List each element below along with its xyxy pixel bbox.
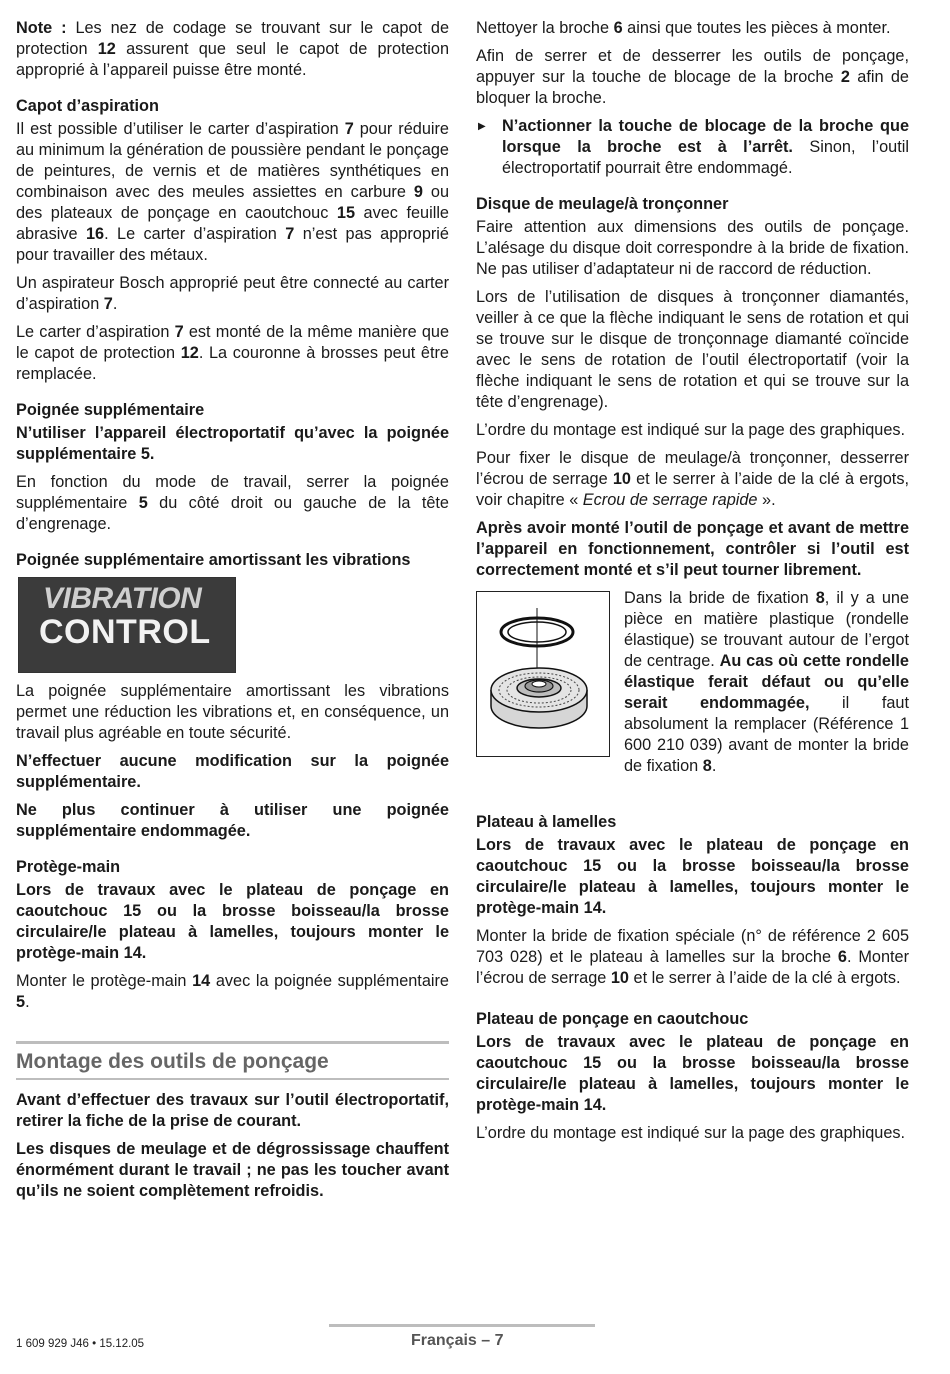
bride-figure-block: [476, 588, 909, 784]
note-paragraph: [16, 18, 449, 81]
heading-lamelles: Plateau à lamelles: [476, 813, 617, 831]
text: . Monter l’écrou de serrage: [476, 948, 909, 987]
heading-caoutchouc: Plateau de ponçage en caoutchouc: [476, 1010, 749, 1028]
note-label: Note :: [16, 19, 67, 37]
ref-number: 15: [336, 204, 356, 222]
caoutchouc-paragraph: L’ordre du montage est indiqué sur la page des graphiques.: [476, 1124, 906, 1142]
ref-number: 5: [16, 993, 26, 1011]
ref-number: 5: [138, 494, 148, 512]
text: ainsi que toutes les pièces à monter.: [622, 19, 891, 37]
right-column: [476, 18, 909, 1151]
disque-paragraph-1: Faire attention aux dimensions des outils de ponçage. L’alésage du disque doit correspondre à la bride de fixation. Ne pas utiliser d’adaptateur ni de raccord de réduction.: [476, 218, 909, 278]
left-column: [16, 18, 449, 1209]
text: afin de bloquer la broche.: [476, 68, 909, 107]
nettoyer-paragraph: [476, 18, 909, 39]
text: du côté droit ou gauche de la tête d’engrenage.: [16, 494, 449, 533]
apres-warning: Après avoir monté l’outil de ponçage et avant de mettre l’appareil en fonctionnement, contrôler si l’outil est correctement monté et s’il peut tourner librement.: [476, 519, 909, 579]
ref-number: 6: [837, 948, 847, 966]
ref-number: 7: [103, 295, 113, 313]
ref-number: 12: [97, 40, 116, 58]
text: , il y a une pièce en matière plastique (rondelle élastique) se trouvant autour de l’ergot de centrage.: [624, 589, 909, 670]
text: et le serrer à l’aide de la clé à ergots, voir chapitre «: [476, 470, 909, 509]
ref-number: 14: [192, 972, 211, 990]
section-title: Montage des outils de ponçage: [16, 1041, 449, 1080]
capot-paragraph: [16, 119, 449, 266]
document-id: 1 609 929 J46 • 15.12.05: [16, 1338, 145, 1350]
bullet-bold-text: N’actionner la touche de blocage de la broche que lorsque la broche est à l’arrêt.: [502, 117, 909, 156]
text: Nettoyer la broche: [476, 19, 614, 37]
text: .: [711, 757, 717, 775]
text: . La couronne à brosses peut être remplacée.: [16, 344, 449, 383]
washer-drawing: [477, 592, 609, 756]
ref-number: 10: [612, 470, 631, 488]
text: est monté de la même manière que le capot de protection: [16, 323, 449, 362]
ref-number: 7: [344, 120, 354, 138]
page-label: Français – 7: [411, 1332, 504, 1349]
ref-number: 8: [815, 589, 825, 607]
text: assurent que seul le capot de protection approprié à l’appareil puisse être monté.: [16, 40, 449, 79]
text: et le serrer à l’aide de la clé à ergots.: [628, 969, 901, 987]
ref-number: 16: [85, 225, 105, 243]
lamelles-warning: Lors de travaux avec le plateau de ponçage en caoutchouc 15 ou la brosse boisseau/la brosse circulaire/le plateau à lamelles, toujours monter le protège-main 14.: [476, 836, 909, 917]
protege-paragraph: [16, 971, 449, 1013]
vibration-warning-2: Ne plus continuer à utiliser une poignée supplémentaire endommagée.: [16, 801, 449, 840]
vibration-paragraph: La poignée supplémentaire amortissant les vibrations permet une réduction les vibrations et, en conséquence, un travail plus agréable en toute sécurité.: [16, 682, 449, 742]
text: Les nez de codage se trouvant sur le capot de protection: [16, 19, 450, 58]
aspirateur-paragraph: [16, 273, 449, 315]
ref-number: 10: [610, 969, 629, 987]
bride-bold-text: Au cas où cette rondelle élastique ferait défaut ou qu’elle serait endommagée,: [624, 652, 909, 712]
montage-warning-1: Avant d’effectuer des travaux sur l’outil électroportatif, retirer la fiche de la prise de courant.: [16, 1091, 449, 1130]
text: ».: [757, 491, 776, 509]
ref-number: 12: [180, 344, 199, 362]
ref-number: 8: [702, 757, 712, 775]
protege-warning: Lors de travaux avec le plateau de ponçage en caoutchouc 15 ou la brosse boisseau/la brosse circulaire/le plateau à lamelles, toujours monter le protège-main 14.: [16, 881, 449, 962]
footer-rule: [329, 1324, 595, 1327]
heading-disque: Disque de meulage/à tronçonner: [476, 195, 729, 213]
logo-line-control: CONTROL: [39, 613, 211, 651]
text: .: [25, 993, 30, 1011]
vibration-control-logo: [18, 577, 236, 673]
text: En fonction du mode de travail, serrer la poignée supplémentaire: [16, 473, 449, 512]
heading-vibration: Poignée supplémentaire amortissant les vibrations: [16, 551, 411, 569]
text: pour réduire au minimum la génération de poussière pendant le ponçage de peintures, de vernis et de matières synthétiques en combinaison avec des meules assiettes en carbure: [16, 120, 449, 201]
disque-paragraph-2: Lors de l’utilisation de disques à tronçonner diamantés, veiller à ce que la flèche indiquant le sens de rotation et qui se trouve sur le disque de tronçonnage diamanté coïncide avec le sens de rotation de l’outil électroportatif (voir la flèche indiquant le sens de rotation et qui se trouve sur la tête d’engrenage).: [476, 288, 909, 411]
text: . Le carter d’aspiration: [104, 225, 286, 243]
ref-number: 6: [613, 19, 623, 37]
heading-protege: Protège-main: [16, 858, 121, 876]
text: ou des plateaux de ponçage en caoutchouc: [16, 183, 449, 222]
fixer-paragraph: [476, 448, 909, 511]
logo-line-vibration: VIBRATION: [43, 582, 202, 615]
vibration-warning-1: N’effectuer aucune modification sur la poignée supplémentaire.: [16, 752, 449, 791]
ref-number: 2: [840, 68, 850, 86]
text: Monter le protège-main: [16, 972, 193, 990]
text: Afin de serrer et de desserrer les outils de ponçage, appuyer sur la touche de blocage de la broche: [476, 47, 909, 86]
poignee-warning: N’utiliser l’appareil électroportatif qu’avec la poignée supplémentaire 5.: [16, 424, 449, 463]
text: Monter la bride de fixation spéciale (n° de référence 2 605 703 028) et le plateau à lamelles sur la broche: [476, 927, 909, 966]
bullet-warning: [476, 116, 909, 179]
text: Pour fixer le disque de meulage/à tronçonner, desserrer l’écrou de serrage: [476, 449, 909, 488]
ref-number: 7: [285, 225, 295, 243]
elastic-washer-illustration: [476, 591, 610, 757]
text: .: [112, 295, 118, 313]
heading-capot: Capot d’aspiration: [16, 97, 159, 115]
text: il faut absolument la remplacer (Référence 1 600 210 039) avant de monter la bride de fixation: [624, 694, 909, 775]
lamelles-paragraph: [476, 926, 909, 989]
serrer-paragraph: [476, 46, 909, 109]
text: Le carter d’aspiration: [16, 323, 175, 341]
montage-warning-2: Les disques de meulage et de dégrossissage chauffent énormément durant le travail ; ne pas les toucher avant qu’ils ne soient complètement refroidis.: [16, 1140, 449, 1200]
chapter-reference: Ecrou de serrage rapide: [582, 491, 758, 509]
poignee-paragraph: [16, 472, 449, 535]
caoutchouc-warning: Lors de travaux avec le plateau de ponçage en caoutchouc 15 ou la brosse boisseau/la brosse circulaire/le plateau à lamelles, toujours monter le protège-main 14.: [476, 1033, 909, 1114]
text: n’est pas approprié pour travailler des métaux.: [16, 225, 449, 264]
text: Dans la bride de fixation: [624, 589, 816, 607]
text: Sinon, l’outil électroportatif pourrait être endommagé.: [502, 138, 909, 177]
ref-number: 7: [174, 323, 184, 341]
ref-number: 9: [413, 183, 423, 201]
text: Il est possible d’utiliser le carter d’aspiration: [16, 120, 345, 138]
disque-paragraph-3: L’ordre du montage est indiqué sur la page des graphiques.: [476, 421, 906, 439]
text: avec feuille abrasive: [16, 204, 449, 243]
text: avec la poignée supplémentaire: [210, 972, 449, 990]
text: Un aspirateur Bosch approprié peut être connecté au carter d’aspiration: [16, 274, 449, 313]
carter-paragraph: [16, 322, 449, 385]
heading-poignee: Poignée supplémentaire: [16, 401, 205, 419]
